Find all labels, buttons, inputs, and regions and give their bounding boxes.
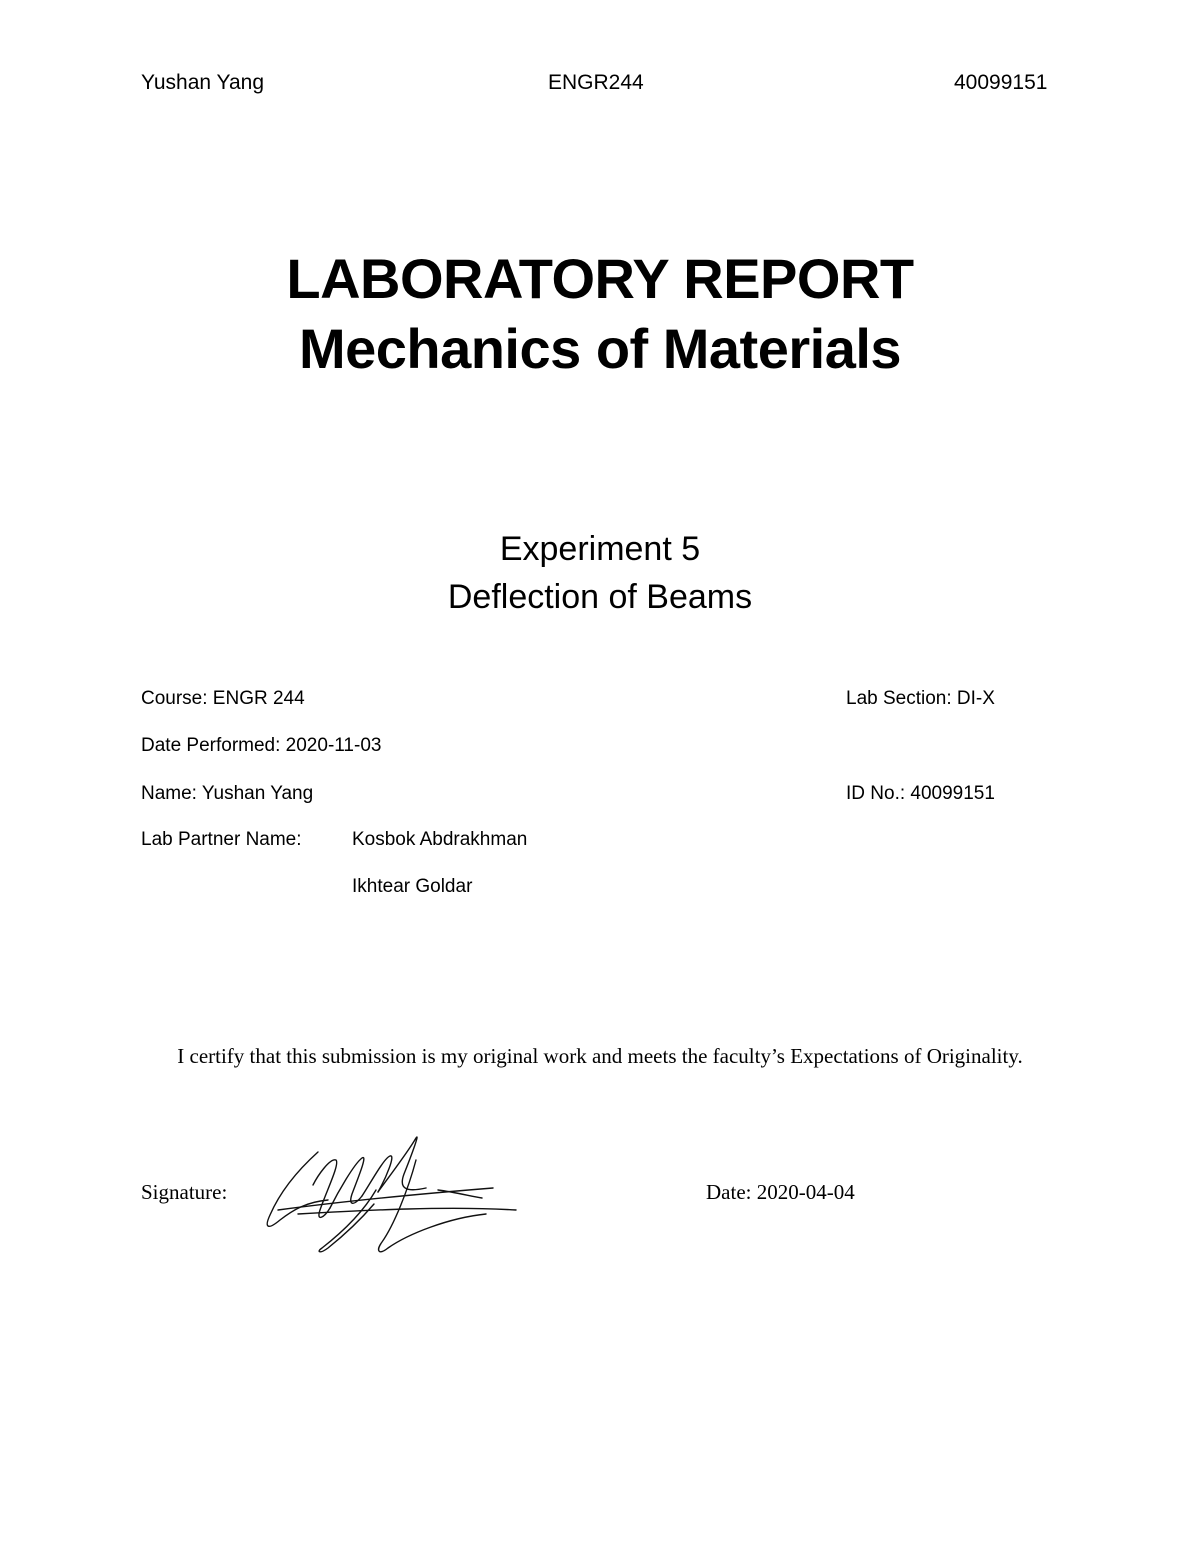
- name-field: Name: Yushan Yang: [141, 783, 314, 804]
- experiment-name: Deflection of Beams: [447, 578, 753, 616]
- originality-statement: I certify that this submission is my original work and meets the faculty’s Expectations of Originality.: [177, 1044, 1023, 1068]
- header-student-id: 40099151: [954, 71, 1048, 94]
- lab-section-field: Lab Section: DI-X: [846, 688, 995, 709]
- lab-partner-name: Kosbok Abdrakhman: [352, 829, 528, 850]
- title-line-2: Mechanics of Materials: [298, 317, 902, 380]
- handwritten-signature: [258, 1130, 523, 1270]
- lab-partner-name: Ikhtear Goldar: [352, 876, 473, 897]
- date-performed-field: Date Performed: 2020-11-03: [141, 735, 382, 756]
- header-author: Yushan Yang: [141, 71, 265, 94]
- header-course-code: ENGR244: [548, 71, 644, 94]
- signature-date: Date: 2020-04-04: [706, 1180, 855, 1204]
- course-field: Course: ENGR 244: [141, 688, 305, 709]
- report-title: [0, 244, 1200, 384]
- id-number-field: ID No.: 40099151: [846, 783, 995, 804]
- experiment-heading: [0, 525, 1200, 621]
- lab-partner-label: Lab Partner Name:: [141, 829, 302, 850]
- title-line-1: LABORATORY REPORT: [286, 247, 914, 310]
- signature-label: Signature:: [141, 1180, 228, 1204]
- experiment-number: Experiment 5: [499, 530, 701, 568]
